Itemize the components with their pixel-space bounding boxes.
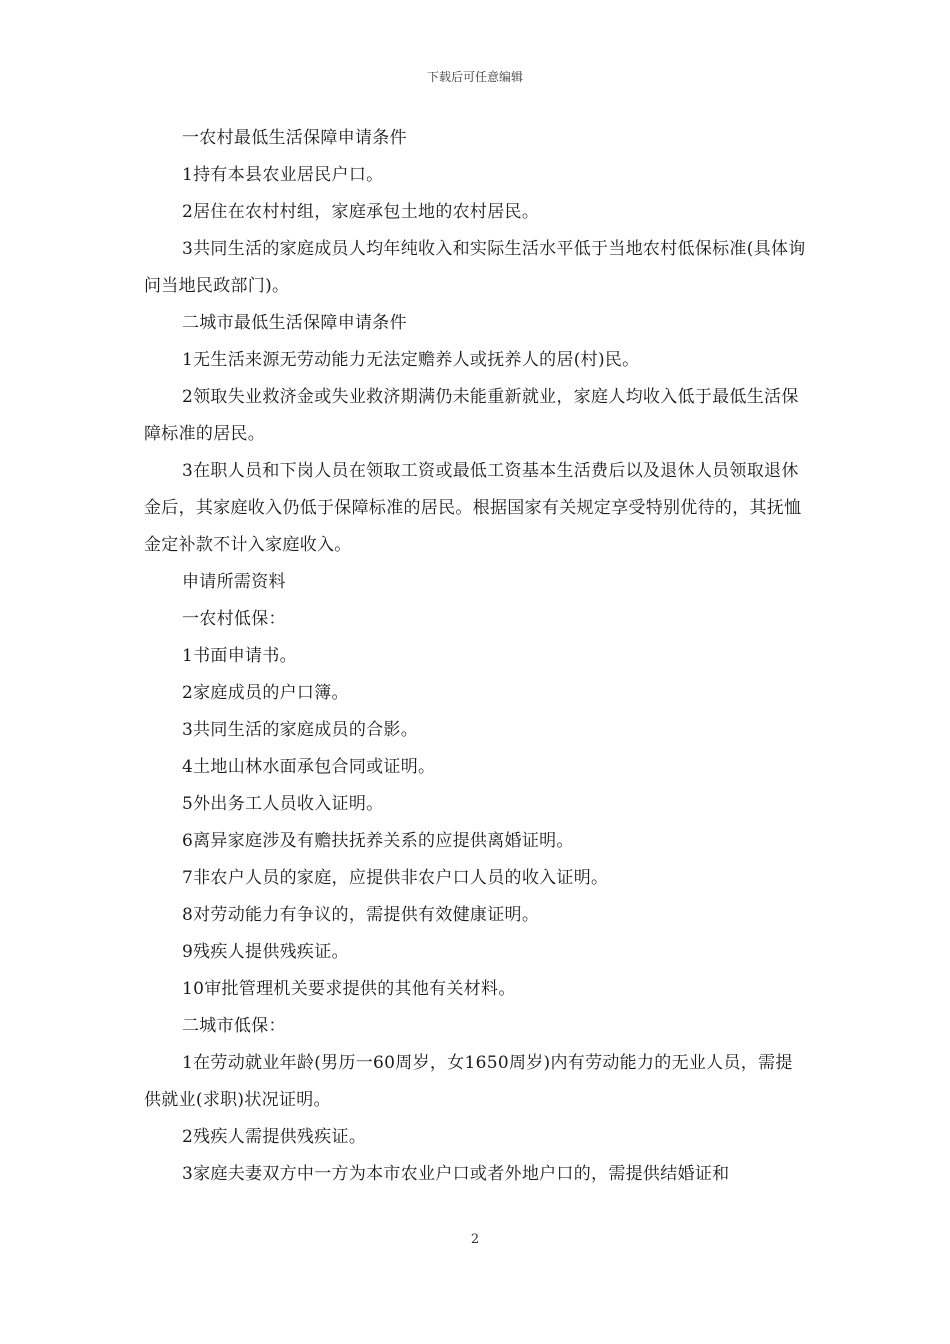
list-item: 2家庭成员的户口簿。 bbox=[182, 683, 349, 703]
paragraph: 3在职人员和下岗人员在领取工资或最低工资基本生活费后以及退休人员领取退休金后，其家庭收入仍低于保障标准的居民。根据国家有关规定享受特别优待的，其抚恤金定补款不计入家庭收入。 bbox=[144, 461, 802, 555]
list-item: 2残疾人需提供残疾证。 bbox=[182, 1127, 367, 1147]
paragraph: 2领取失业救济金或失业救济期满仍未能重新就业，家庭人均收入低于最低生活保障标准的居民。 bbox=[144, 387, 799, 444]
subheading-rural: 一农村低保： bbox=[182, 609, 286, 629]
page-number: 2 bbox=[470, 1232, 480, 1247]
paragraph: 1持有本县农业居民户口。 bbox=[182, 165, 384, 185]
section-heading-required-materials: 申请所需资料 bbox=[182, 572, 286, 592]
list-item: 9残疾人提供残疾证。 bbox=[182, 942, 349, 962]
page-header: 下载后可任意编辑 bbox=[426, 70, 523, 84]
list-item: 1书面申请书。 bbox=[182, 646, 297, 666]
subheading-urban: 二城市低保： bbox=[182, 1016, 286, 1036]
paragraph: 1无生活来源无劳动能力无法定赡养人或抚养人的居(村)民。 bbox=[182, 350, 640, 370]
list-item: 10审批管理机关要求提供的其他有关材料。 bbox=[182, 979, 516, 999]
paragraph: 2居住在农村村组，家庭承包土地的农村居民。 bbox=[182, 202, 540, 222]
list-item: 8对劳动能力有争议的，需提供有效健康证明。 bbox=[182, 905, 540, 925]
list-item: 4土地山林水面承包合同或证明。 bbox=[182, 757, 436, 777]
list-item: 7非农户人员的家庭，应提供非农户口人员的收入证明。 bbox=[182, 868, 609, 888]
list-item: 3家庭夫妻双方中一方为本市农业户口或者外地户口的，需提供结婚证和 bbox=[182, 1164, 730, 1184]
list-item: 5外出务工人员收入证明。 bbox=[182, 794, 384, 814]
list-item: 3共同生活的家庭成员的合影。 bbox=[182, 720, 419, 740]
document-body bbox=[144, 120, 808, 1193]
paragraph: 3共同生活的家庭成员人均年纯收入和实际生活水平低于当地农村低保标准(具体询问当地民政部门)。 bbox=[144, 239, 806, 296]
list-item: 1在劳动就业年龄(男历一60周岁，女1650周岁)内有劳动能力的无业人员，需提供就业(求职)状况证明。 bbox=[144, 1053, 793, 1110]
section-heading-urban-conditions: 二城市最低生活保障申请条件 bbox=[182, 313, 407, 333]
section-heading-rural-conditions: 一农村最低生活保障申请条件 bbox=[182, 128, 407, 148]
list-item: 6离异家庭涉及有赡扶抚养关系的应提供离婚证明。 bbox=[182, 831, 574, 851]
